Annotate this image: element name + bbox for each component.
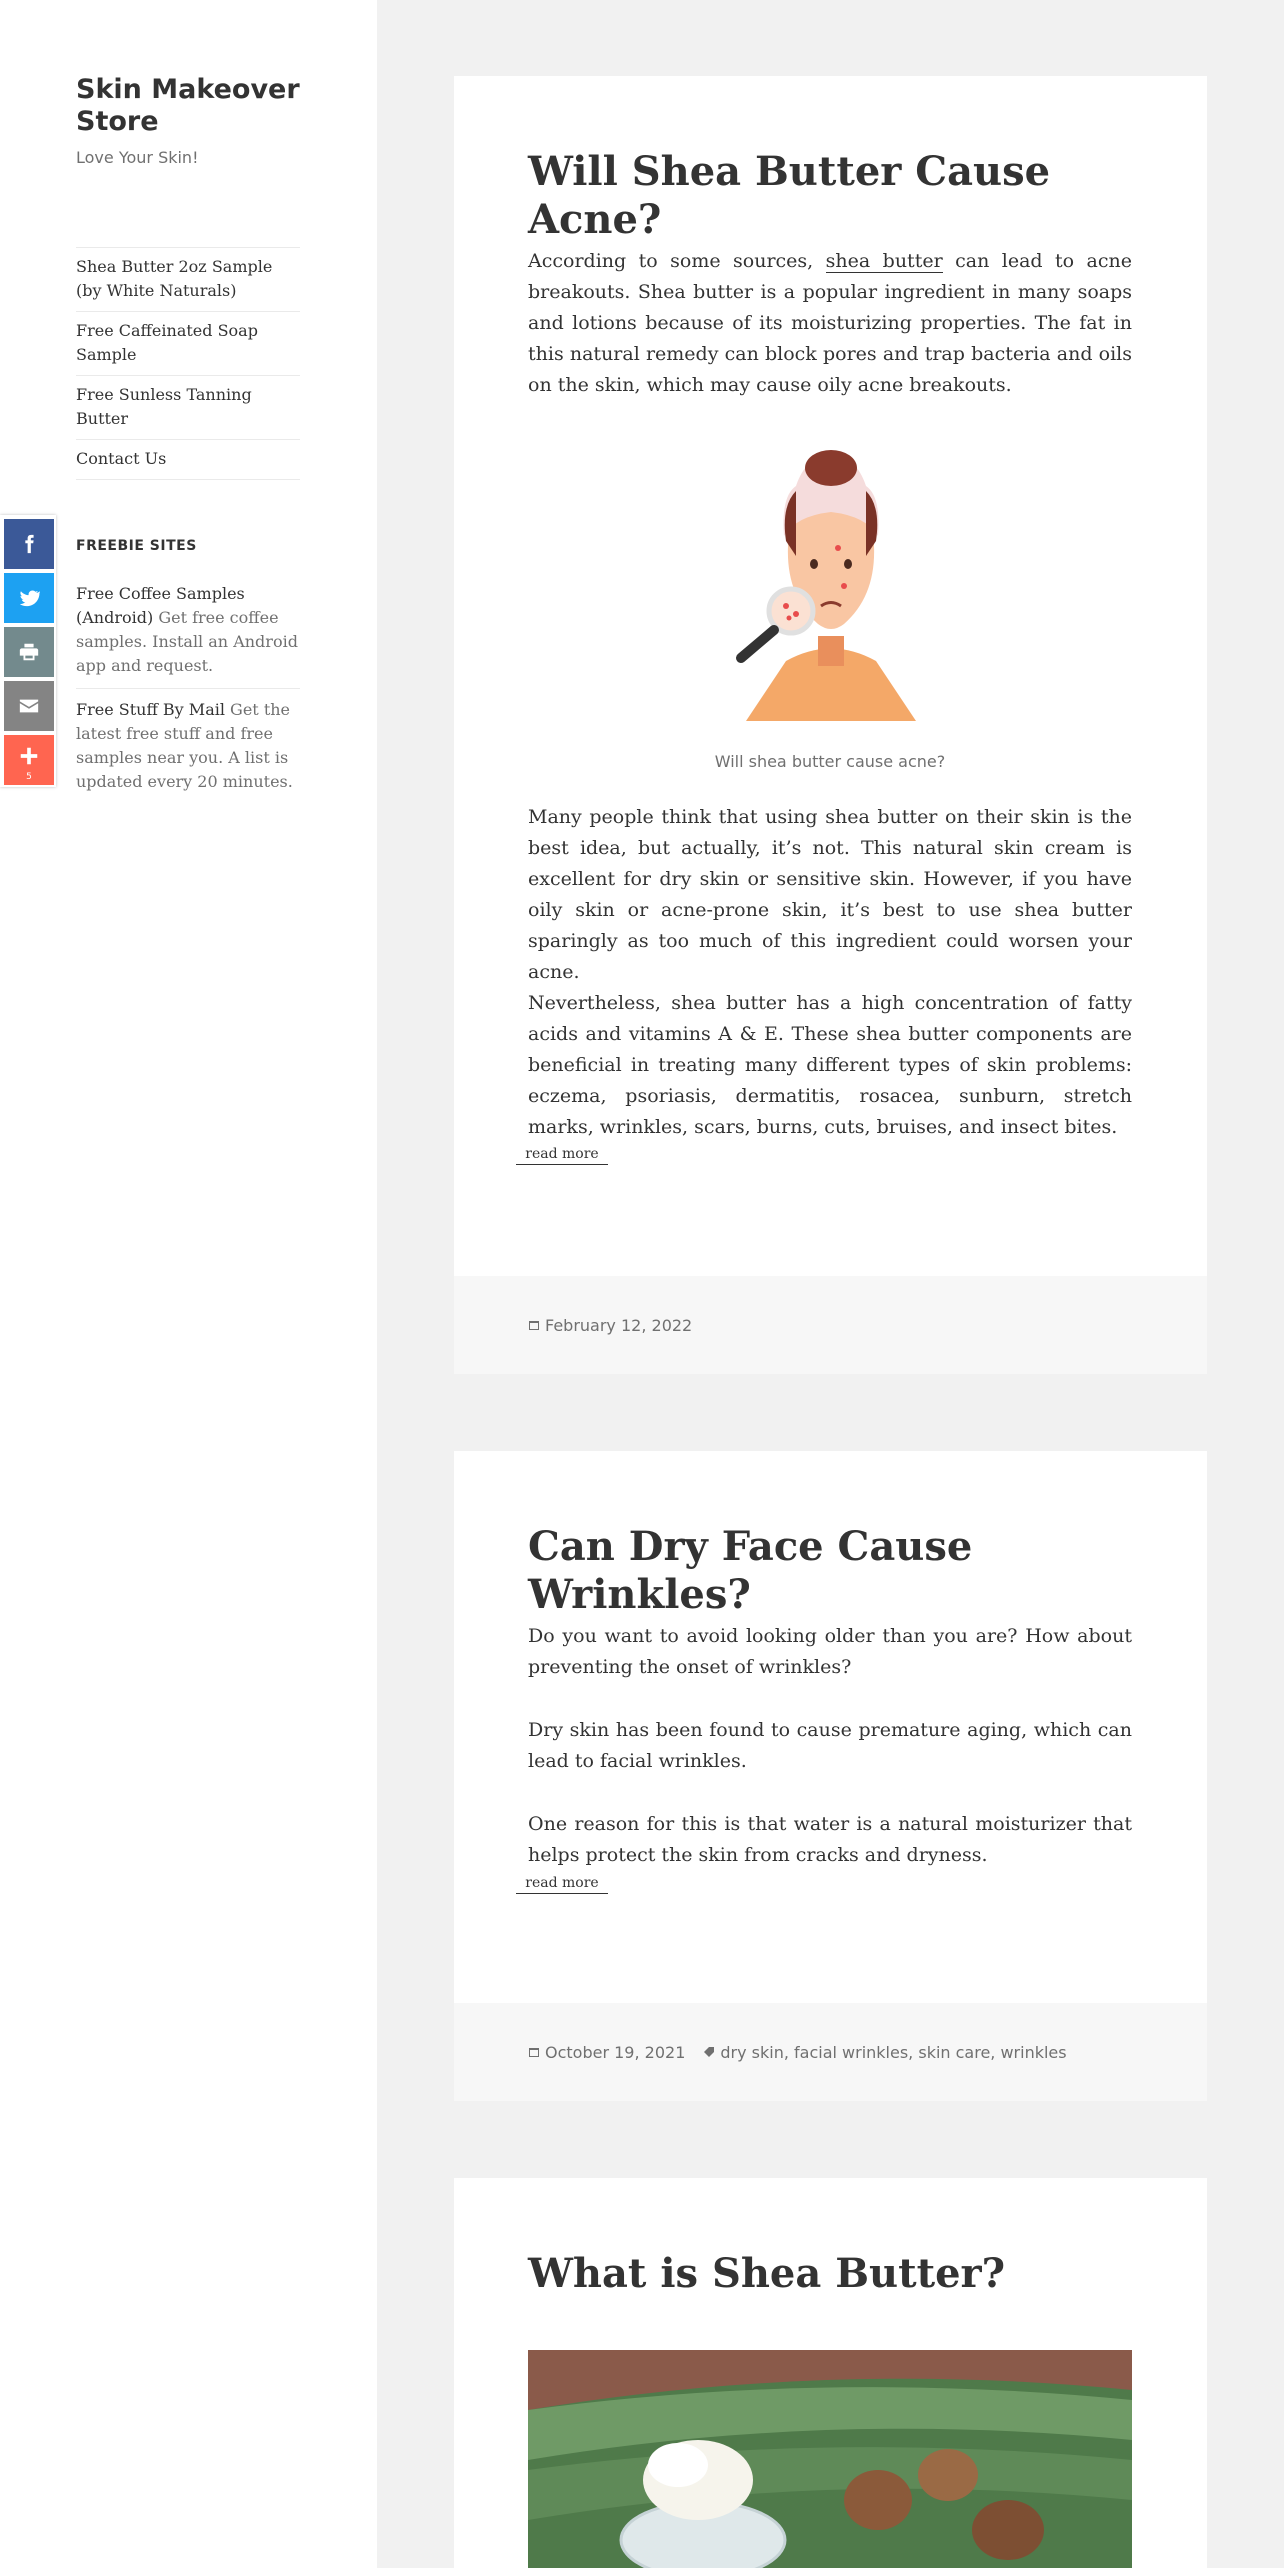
- post-title[interactable]: Can Dry Face Cause Wrinkles?: [528, 1523, 973, 1618]
- site-tagline: Love Your Skin!: [76, 148, 199, 167]
- tag-icon: [703, 2046, 715, 2058]
- read-more-link[interactable]: read more: [516, 1144, 608, 1165]
- post-card: [454, 1451, 1207, 2101]
- menu-item-contact[interactable]: Contact Us: [76, 440, 300, 480]
- shea-butter-link[interactable]: shea butter: [825, 250, 943, 272]
- post-card: [454, 76, 1207, 1374]
- image-caption: Will shea butter cause acne?: [714, 752, 946, 771]
- freebie-list: [76, 582, 300, 804]
- email-icon: [18, 695, 40, 717]
- facebook-icon: [18, 533, 40, 555]
- main-menu: [76, 247, 300, 480]
- post-title[interactable]: What is Shea Butter?: [528, 2250, 1006, 2297]
- calendar-icon: [528, 2046, 540, 2058]
- print-button[interactable]: [4, 627, 54, 677]
- freebie-link-mail[interactable]: Free Stuff By Mail: [76, 700, 225, 719]
- post-paragraph: One reason for this is that water is a natural moisturizer that helps protect the skin from cracks and dryness.: [528, 1813, 1132, 1866]
- post-title[interactable]: Will Shea Butter Cause Acne?: [528, 148, 1051, 243]
- freebie-link-coffee[interactable]: Free Coffee Samples (Android): [76, 584, 245, 627]
- freebie-desc: Get the latest free stuff and free samples near you. A list is updated every 20 minutes.: [76, 700, 293, 791]
- menu-item-sunless-tanning[interactable]: Free Sunless Tanning Butter: [76, 376, 300, 440]
- post-date[interactable]: October 19, 2021: [545, 2042, 686, 2062]
- post-footer: [454, 2003, 1207, 2101]
- post-date[interactable]: February 12, 2022: [545, 1315, 693, 1335]
- list-item: [76, 582, 300, 688]
- acne-woman-illustration: [726, 446, 936, 726]
- shea-butter-photo: [528, 2350, 1132, 2568]
- facebook-share-button[interactable]: [4, 519, 54, 569]
- post-paragraph: Nevertheless, shea butter has a high concentration of fatty acids and vitamins A & E. These shea butter components are beneficial in treating many different types of skin problems: eczema, psoriasis, dermatitis, rosacea, sunburn, stretch marks, wrinkles, scars, burns, cuts, bruises, and insect bites.: [528, 992, 1132, 1138]
- post-paragraph: [528, 246, 1132, 401]
- sidebar: [0, 0, 377, 2568]
- post-paragraph: Dry skin has been found to cause premature aging, which can lead to facial wrinkles.: [528, 1719, 1132, 1772]
- print-icon: [18, 641, 40, 663]
- email-share-button[interactable]: [4, 681, 54, 731]
- post-footer: [454, 1276, 1207, 1374]
- post-card: [454, 2178, 1207, 2568]
- widget-title: FREEBIE SITES: [76, 538, 197, 554]
- more-share-button[interactable]: [4, 735, 54, 785]
- share-bar: [0, 515, 56, 787]
- menu-item-caffeinated-soap[interactable]: Free Caffeinated Soap Sample: [76, 312, 300, 376]
- freebie-desc: Get free coffee samples. Install an Android app and request.: [76, 608, 298, 675]
- share-count: 5: [26, 772, 32, 782]
- text: According to some sources,: [528, 250, 826, 272]
- text: can lead to acne breakouts. Shea butter is a popular ingredient in many soaps and lotions because of its moisturizing properties. The fat in this natural remedy can block pores and trap bacteria and oils on the skin, which may cause oily acne breakouts.: [528, 250, 1132, 396]
- twitter-icon: [18, 587, 40, 609]
- post-paragraph: Do you want to avoid looking older than you are? How about preventing the onset of wrinkles?: [528, 1625, 1132, 1678]
- plus-icon: [18, 745, 40, 767]
- post-tags[interactable]: dry skin, facial wrinkles, skin care, wrinkles: [720, 2042, 1067, 2062]
- calendar-icon: [528, 1319, 540, 1331]
- menu-item-shea-butter-sample[interactable]: Shea Butter 2oz Sample (by White Naturals): [76, 248, 300, 312]
- post-paragraph: Many people think that using shea butter on their skin is the best idea, but actually, it’s not. This natural skin cream is excellent for dry skin or sensitive skin. However, if you have oily skin or acne-prone skin, it’s best to use shea butter sparingly as too much of this ingredient could worsen your acne.: [528, 806, 1132, 983]
- twitter-share-button[interactable]: [4, 573, 54, 623]
- site-title[interactable]: Skin Makeover Store: [76, 74, 300, 137]
- list-item: [76, 688, 300, 804]
- read-more-link[interactable]: read more: [516, 1873, 608, 1894]
